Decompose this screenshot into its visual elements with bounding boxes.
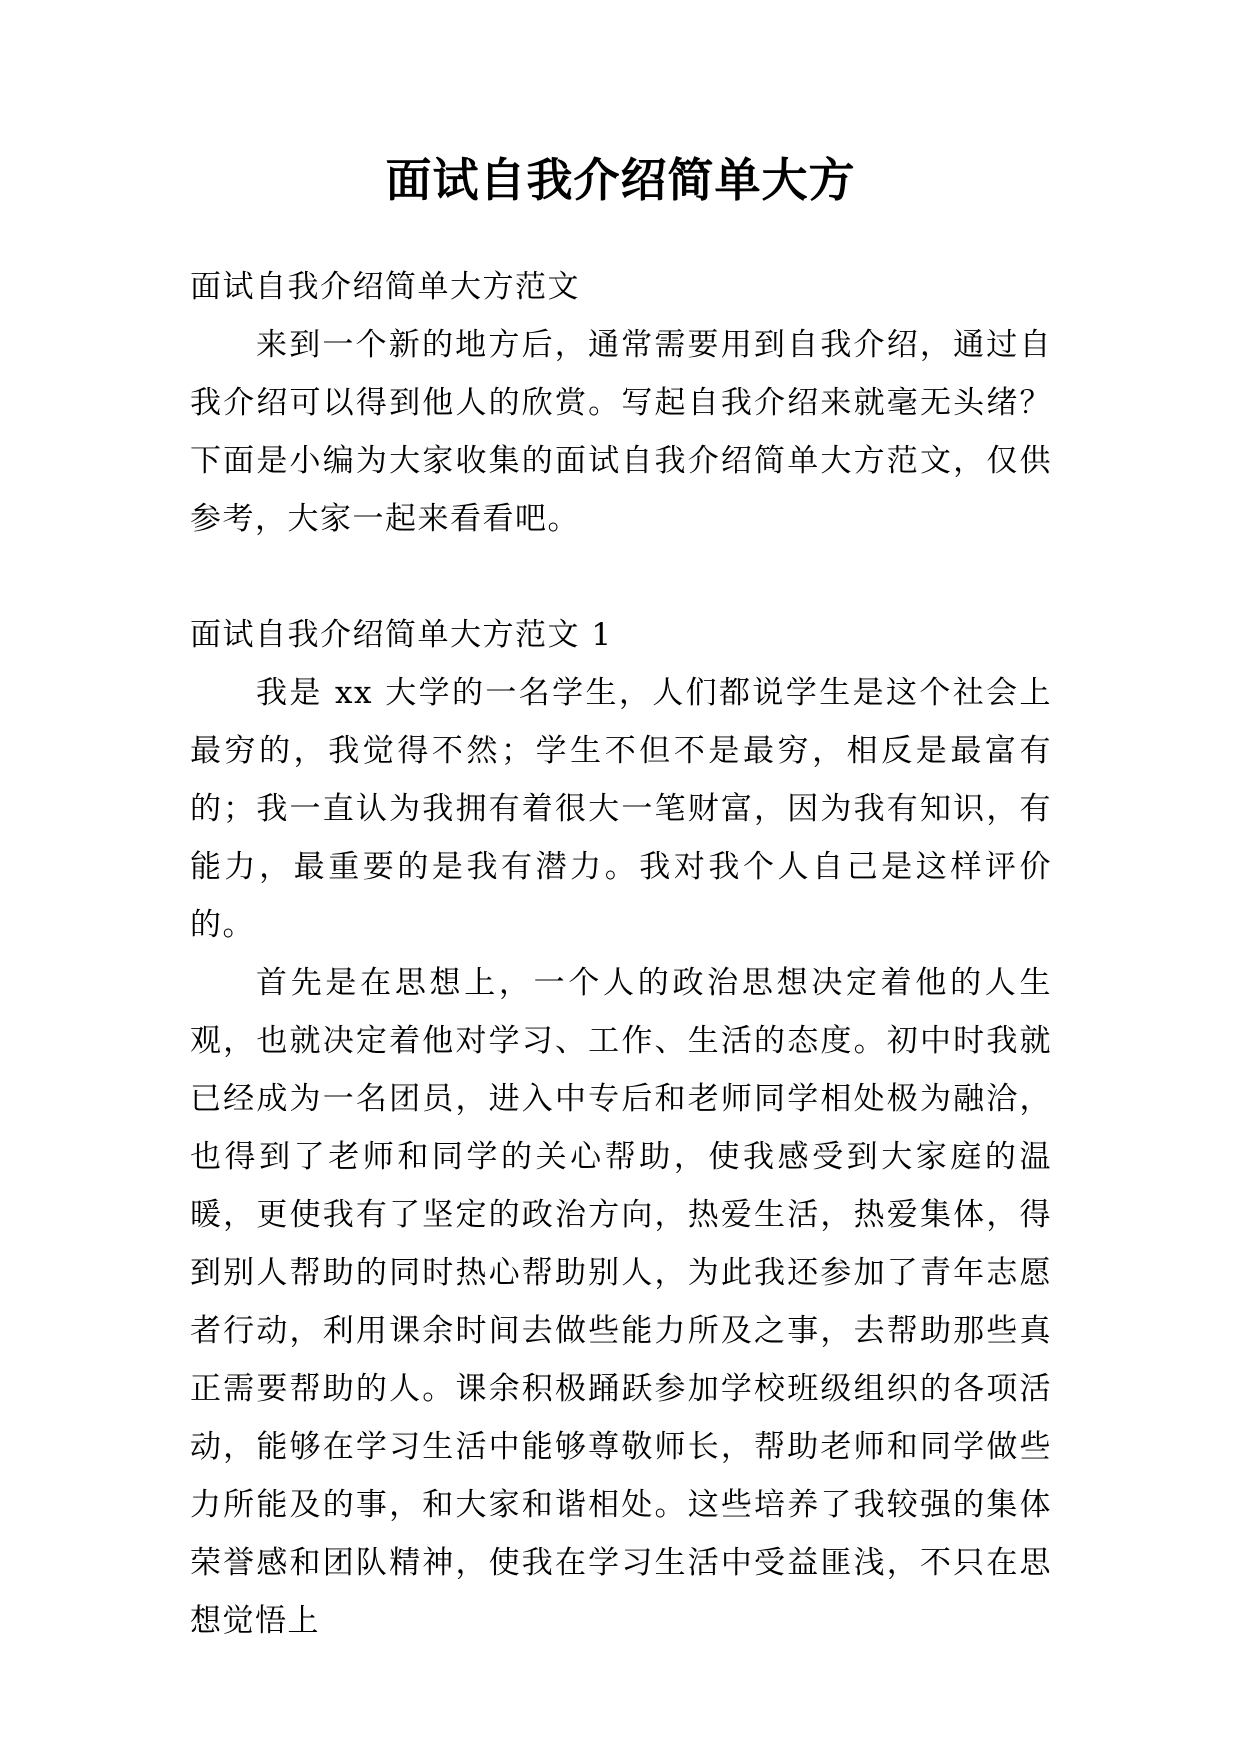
section1-paragraph-1: 我是 xx 大学的一名学生，人们都说学生是这个社会上最穷的，我觉得不然；学生不但不是最穷，相反是最富有的；我一直认为我拥有着很大一笔财富，因为我有知识，有能力，最重要的是我有潜力。我对我个人自己是这样评价的。 (190, 675, 1052, 943)
intro-paragraph: 来到一个新的地方后，通常需要用到自我介绍，通过自我介绍可以得到他人的欣赏。写起自我介绍来就毫无头绪？下面是小编为大家收集的面试自我介绍简单大方范文，仅供参考，大家一起来看看吧。 (190, 327, 1052, 537)
section1-heading: 面试自我介绍简单大方范文 1 (190, 617, 613, 653)
section-spacer (190, 548, 1052, 606)
page-title: 面试自我介绍简单大方 (385, 153, 856, 207)
document-body (190, 258, 1052, 1650)
section1-paragraph-2: 首先是在思想上，一个人的政治思想决定着他的人生观，也就决定着他对学习、工作、生活的态度。初中时我就已经成为一名团员，进入中专后和老师同学相处极为融洽，也得到了老师和同学的关心帮助，使我感受到大家庭的温暖，更使我有了坚定的政治方向，热爱生活，热爱集体，得到别人帮助的同时热心帮助别人，为此我还参加了青年志愿者行动，利用课余时间去做些能力所及之事，去帮助那些真正需要帮助的人。课余积极踊跃参加学校班级组织的各项活动，能够在学习生活中能够尊敬师长，帮助老师和同学做些力所能及的事，和大家和谐相处。这些培养了我较强的集体荣誉感和团队精神，使我在学习生活中受益匪浅，不只在思想觉悟上 (190, 965, 1052, 1639)
intro-heading: 面试自我介绍简单大方范文 (190, 269, 580, 305)
